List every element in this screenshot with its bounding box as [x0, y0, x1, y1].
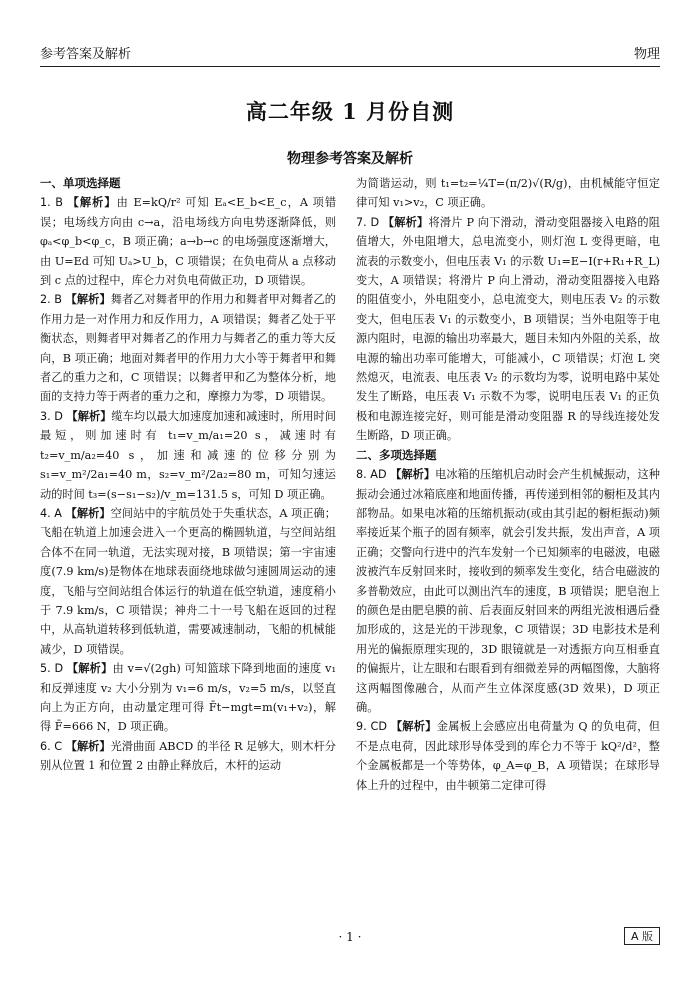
item-text: 空间站中的宇航员处于失重状态，A 项正确；飞船在轨道上加速会进入一个更高的椭圆轨道，与空间站组合体不在同一轨道，无法实现对接，B 项错误；第一宇宙速度(7.9 km/s)是物体在地球表面绕地球做匀速圆周运动的速度，飞船与空间站组合体运行的轨道在低空轨道，速度稍小于 7.9 km/s，C 项错误；神舟二十一号飞船在返回的过程中，从高轨道转移到低轨道，需要减速制动，飞船的机械能减少，D 项错误。: [40, 506, 336, 656]
page-subtitle: 物理参考答案及解析: [287, 151, 413, 167]
header-subject: 物理: [633, 47, 660, 62]
answer-item-8: [356, 465, 660, 717]
item-text: 由 v=√(2gh) 可知篮球下降到地面的速度 v₁ 和反弹速度 v₂ 大小分别为 v₁=6 m/s，v₂=5 m/s，以竖直向上为正方向，由动量定理可得 F̄t−mgt=m(v₁+v₂)，解得 F̄=666 N，D 项正确。: [40, 662, 336, 734]
version-badge: A 版: [624, 927, 660, 945]
item-number: 7. D: [356, 215, 380, 229]
item-number: 6. C: [40, 739, 63, 753]
answer-item-5: [40, 659, 336, 737]
item-tag: 【解析】: [65, 292, 111, 307]
item-number: 9. CD: [356, 720, 387, 734]
item-text: 将滑片 P 向下滑动，滑动变阻器接入电路的阻值增大，外电阻增大，总电流变小，则灯泡 L 变得更暗，电流表的示数变小，但电压表 V₁ 的示数 U₁=E−I(r+R₁+R_L) 变大，A 项错误；将滑片 P 向上滑动，滑动变阻器接入电路的阻值变小，外电阻变小，总电流变大，则电压表 V₂ 的示数变大，但电压表 V₁ 的示数变小，B 项错误；当外电阻等于电源内阻时，电源的输出功率最大，题目未知内外阻的关系，故电源的输出功率可能增大，可能减小，C 项错误；灯泡 L 突然熄灭，电流表、电压表 V₂ 的示数均为零，说明电路中某处发生了断路，电压表 V₁ 示数不为零，说明电压表 V₁ 的正负极和电源连接完好，则可能是滑动变阻器 R 的导线连接处发生断路，D 项正确。: [356, 215, 660, 443]
answer-item-6: [40, 737, 336, 776]
answer-item-6-continued: [356, 174, 660, 213]
answer-item-1: [40, 193, 336, 290]
section-heading-multiple-choice: 二、多项选择题: [356, 447, 437, 462]
item-tag: 【解析】: [65, 505, 111, 520]
page-number: · 1 ·: [338, 930, 362, 944]
answer-item-2: [40, 290, 336, 406]
answer-item-9: [356, 717, 660, 795]
item-tag: 【解析】: [67, 195, 117, 210]
page-header: [40, 44, 660, 67]
page-title: 高二年级 1 月份自测: [245, 99, 455, 124]
left-column: [40, 174, 336, 776]
right-column: [356, 174, 660, 795]
item-number: 4. A: [40, 506, 62, 520]
item-tag: 【解析】: [382, 214, 429, 229]
item-text: 为简谐运动，则 t₁=t₂=¼T=(π/2)√(R/g)，由机械能守恒定律可知 v₁>v₂，C 项正确。: [356, 177, 660, 210]
answer-item-4: [40, 504, 336, 659]
item-number: 3. D: [40, 409, 63, 423]
item-tag: 【解析】: [390, 719, 437, 734]
item-tag: 【解析】: [390, 467, 436, 482]
item-tag: 【解析】: [66, 408, 112, 423]
item-text: 舞者乙对舞者甲的作用力和舞者甲对舞者乙的作用力是一对作用力和反作用力，A 项错误；舞者乙处于平衡状态，则舞者甲对舞者乙的作用力与舞者乙的重力等大反向，B 项正确；地面对舞者甲的作用力大小等于舞者甲和舞者乙的重力之和，C 项错误；以舞者甲和乙为整体分析，地面的支持力等于两者的重力之和，摩擦力为零，D 项错误。: [40, 293, 336, 404]
item-text: 由 E=kQ/r² 可知 Eₐ<E_b<E_c，A 项错误；电场线方向由 c→a，沿电场线方向电势逐渐降低，则 φₐ<φ_b<φ_c，B 项正确；a→b→c 的电场强度逐渐增大，由 U=Ed 可知 Uₐ>U_b，C 项错误；在负电荷从 a 点移动到 c 点的过程中，库仑力对负电荷做正功，D 项错误。: [40, 196, 337, 288]
item-text: 金属板上会感应出电荷量为 Q 的负电荷，但不是点电荷，因此球形导体受到的库仑力不等于 kQ²/d²，整个金属板都是一个等势体，φ_A=φ_B，A 项错误；在球形导体上升的过程中，由牛顿第二定律可得: [356, 720, 660, 792]
item-number: 2. B: [40, 293, 62, 307]
item-number: 8. AD: [356, 468, 387, 482]
item-text: 光滑曲面 ABCD 的半径 R 足够大，则木杆分别从位置 1 和位置 2 由静止释放后，木杆的运动: [40, 739, 336, 773]
section-heading-single-choice: 一、单项选择题: [40, 176, 121, 190]
header-left-title: 参考答案及解析: [40, 47, 132, 62]
answer-item-3: [40, 407, 336, 504]
item-number: 1. B: [40, 196, 63, 210]
item-tag: 【解析】: [65, 738, 111, 753]
item-tag: 【解析】: [66, 661, 113, 676]
item-number: 5. D: [40, 662, 64, 676]
item-text: 电冰箱的压缩机启动时会产生机械振动，这种振动会通过冰箱底座和地面传播，再传递到相邻的橱柜及其内部物品。如果电冰箱的压缩机振动(或由其引起的橱柜振动)频率接近某个瓶子的固有频率，就会引发共振，发出声音，A 项正确；交警向行进中的汽车发射一个已知频率的电磁波，电磁波被汽车反射回来时，接收到的频率发生变化，结合电磁波的多普勒效应，由此可以测出汽车的速度，B 项错误；肥皂泡上的颜色是由肥皂膜的前、后表面反射回来的两组光波相遇后叠加形成的，这是光的干涉现象，C 项错误；3D 电影技术是利用光的偏振原理实现的，3D 眼镜就是一对透振方向互相垂直的偏振片，让左眼和右眼看到有细微差异的两幅图像，大脑将这两幅图像融合，从而产生立体深度感(3D 效果)，D 项正确。: [356, 468, 660, 714]
item-text: 缆车均以最大加速度加速和减速时，所用时间最短，则加速时有 t₁=v_m/a₁=20 s，减速时有 t₂=v_m/a₂=40 s，加速和减速的位移分别为 s₁=v_m²/2a₁=40 m，s₂=v_m²/2a₂=80 m，可知匀速运动的时间 t₃=(s−s₁−s₂)/v_m=131.5 s，可知 D 项正确。: [40, 409, 336, 501]
answer-item-7: [356, 213, 660, 446]
